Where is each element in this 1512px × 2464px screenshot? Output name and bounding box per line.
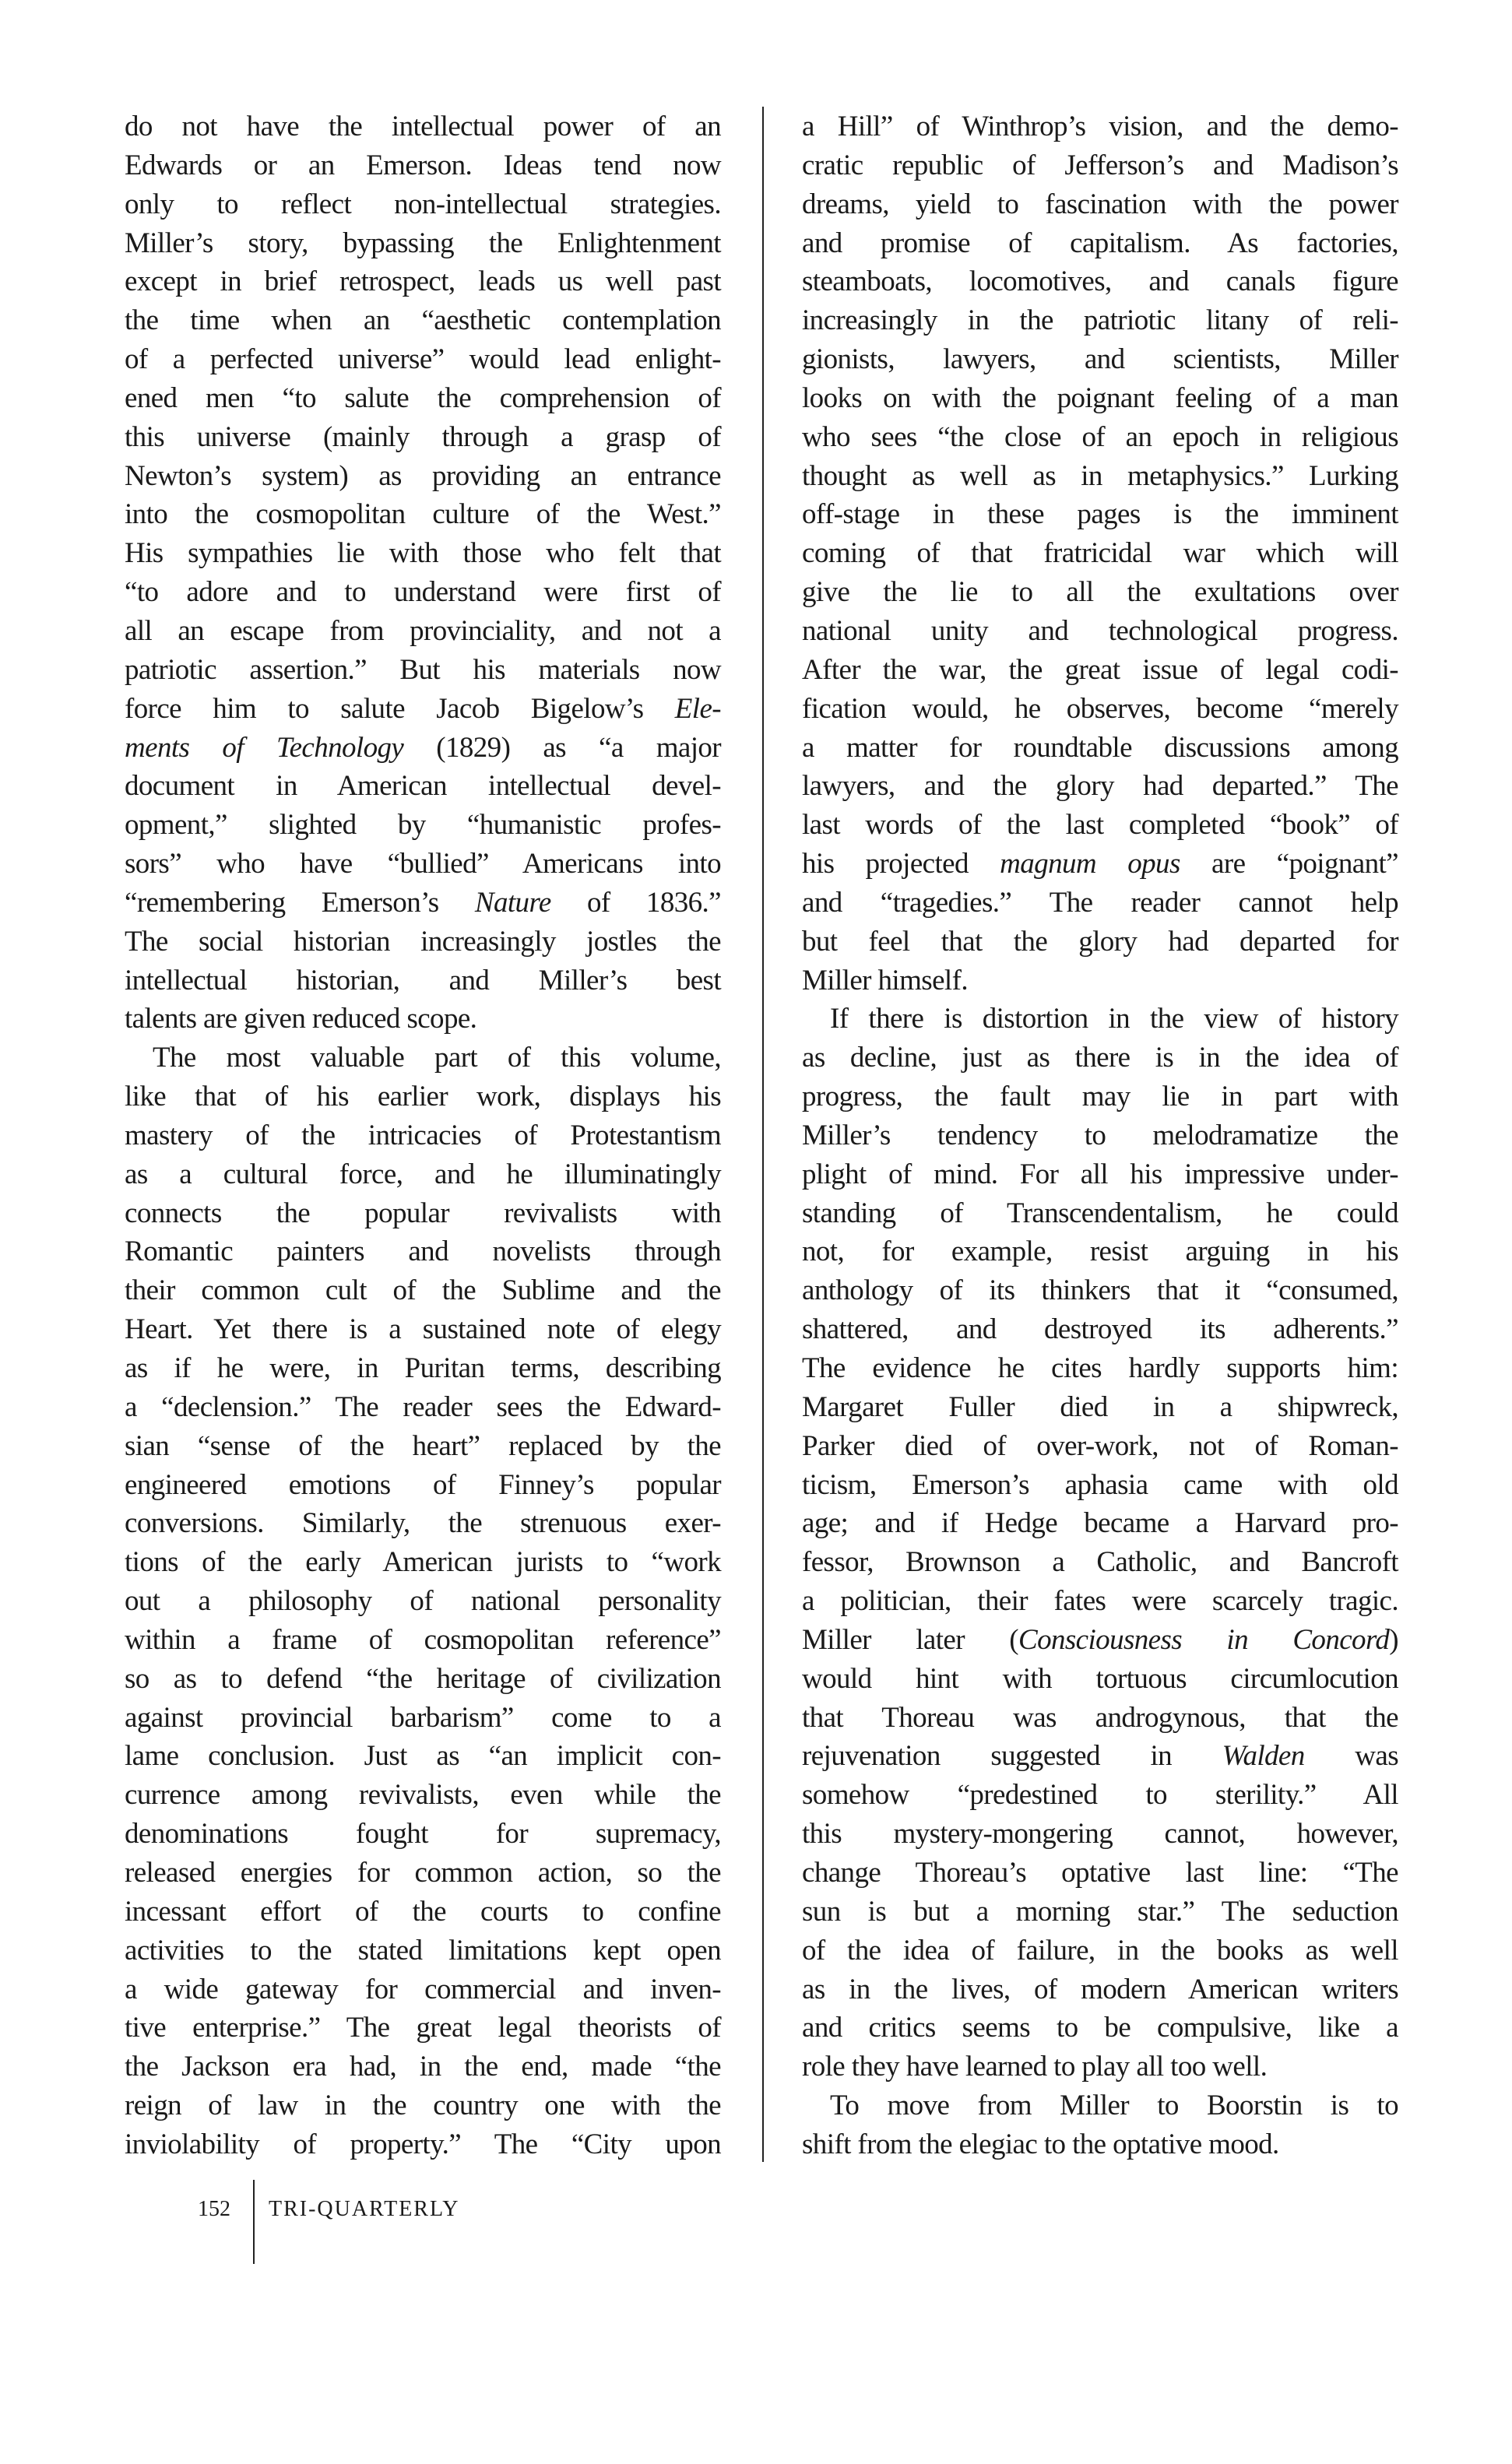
line-text: a matter for roundtable discussions among — [802, 731, 1398, 764]
line-text: a “declension.” The reader sees the Edward- — [125, 1390, 721, 1423]
text-line — [802, 262, 1398, 301]
line-text: into the cosmopolitan culture of the West.” — [125, 498, 721, 531]
text-line — [802, 418, 1398, 457]
line-text: force him to salute Jacob Bigelow’s — [125, 692, 675, 725]
text-line — [802, 1310, 1398, 1349]
line-text: was — [1304, 1740, 1398, 1773]
line-text: Miller himself. — [802, 964, 968, 996]
line-text: the Jackson era had, in the end, made “the — [125, 2051, 721, 2083]
line-text: that Thoreau was androgynous, that the — [802, 1701, 1398, 1734]
line-text: within a frame of cosmopolitan reference” — [125, 1623, 721, 1656]
footer-divider-rule — [253, 2180, 255, 2264]
line-text: this mystery-mongering cannot, however, — [802, 1818, 1398, 1851]
line-text: reign of law in the country one with the — [125, 2090, 721, 2122]
text-line — [125, 1699, 721, 1738]
line-text: shattered, and destroyed its adherents.” — [802, 1313, 1398, 1346]
line-text: fication would, he observes, become “merely — [802, 692, 1398, 725]
left-text-column — [125, 107, 721, 2164]
italic-title: Consciousness in Concord — [1018, 1623, 1390, 1656]
italic-title: Walden — [1222, 1740, 1305, 1773]
text-line — [125, 2047, 721, 2086]
text-line — [125, 262, 721, 301]
text-line — [125, 418, 721, 457]
line-text: Romantic painters and novelists through — [125, 1236, 721, 1268]
text-line — [802, 690, 1398, 729]
line-text: looks on with the poignant feeling of a man — [802, 381, 1398, 414]
line-text: denominations fought for supremacy, — [125, 1818, 721, 1851]
text-line — [802, 301, 1398, 340]
text-line — [125, 1776, 721, 1815]
line-text: opment,” slighted by “humanistic profes- — [125, 809, 721, 842]
text-line — [802, 2009, 1398, 2047]
line-text: change Thoreau’s optative last line: “The — [802, 1856, 1398, 1889]
page-footer — [0, 2180, 1512, 2265]
line-text: and “tragedies.” The reader cannot help — [802, 886, 1398, 919]
line-text: intellectual historian, and Miller’s best — [125, 964, 721, 996]
line-text: are “poignant” — [1180, 848, 1398, 881]
line-text: anthology of its thinkers that it “consumed, — [802, 1274, 1398, 1307]
line-text: document in American intellectual devel- — [125, 770, 721, 803]
line-text: currence among revivalists, even while the — [125, 1779, 721, 1812]
line-text: tive enterprise.” The great legal theorists of — [125, 2012, 721, 2044]
text-line — [802, 806, 1398, 845]
text-line — [802, 1815, 1398, 1854]
line-text: shift from the elegiac to the optative mood. — [802, 2128, 1279, 2160]
line-text: out a philosophy of national personality — [125, 1585, 721, 1618]
line-text: sian “sense of the heart” replaced by the — [125, 1429, 721, 1462]
text-line — [125, 729, 721, 768]
text-line — [125, 1931, 721, 1970]
text-line — [802, 495, 1398, 534]
text-line — [125, 495, 721, 534]
line-text: Margaret Fuller died in a shipwreck, — [802, 1390, 1398, 1423]
line-text: His sympathies lie with those who felt that — [125, 537, 721, 570]
text-line — [802, 1466, 1398, 1505]
text-line — [125, 1893, 721, 1931]
text-line — [125, 612, 721, 651]
line-text: lawyers, and the glory had departed.” The — [802, 770, 1398, 803]
text-line — [125, 1271, 721, 1310]
line-text: as in the lives, of modern American writers — [802, 1973, 1398, 2005]
text-line — [802, 2086, 1398, 2125]
line-text: like that of his earlier work, displays his — [125, 1081, 721, 1113]
line-text: but feel that the glory had departed for — [802, 925, 1398, 958]
text-line — [125, 2009, 721, 2047]
line-text: If there is distortion in the view of history — [830, 1003, 1398, 1035]
line-text: national unity and technological progress. — [802, 614, 1398, 647]
text-line — [125, 185, 721, 224]
text-line — [802, 1000, 1398, 1039]
line-text: plight of mind. For all his impressive under- — [802, 1158, 1398, 1190]
journal-title: TRI-QUARTERLY — [269, 2197, 460, 2221]
line-text: last words of the last completed “book” of — [802, 809, 1398, 842]
line-text: a wide gateway for commercial and inven- — [125, 1973, 721, 2005]
text-line — [125, 1349, 721, 1388]
line-text: gionists, lawyers, and scientists, Miller — [802, 343, 1398, 376]
line-text: cratic republic of Jefferson’s and Madison’s — [802, 149, 1398, 181]
text-line — [125, 1388, 721, 1427]
text-line — [125, 1310, 721, 1349]
line-text: The evidence he cites hardly supports him: — [802, 1352, 1398, 1384]
text-line — [802, 1737, 1398, 1776]
text-line — [125, 146, 721, 185]
line-text: progress, the fault may lie in part with — [802, 1081, 1398, 1113]
text-line — [125, 1232, 721, 1271]
text-line — [802, 729, 1398, 768]
line-text: sors” who have “bullied” Americans into — [125, 848, 721, 881]
line-text: engineered emotions of Finney’s popular — [125, 1468, 721, 1501]
line-text: dreams, yield to fascination with the power — [802, 188, 1398, 220]
line-text: give the lie to all the exultations over — [802, 576, 1398, 609]
line-text: increasingly in the patriotic litany of reli- — [802, 304, 1398, 337]
text-line — [125, 1039, 721, 1077]
line-text: of a perfected universe” would lead enlight- — [125, 343, 721, 376]
text-line — [802, 1388, 1398, 1427]
text-line — [125, 573, 721, 612]
line-text: ened men “to salute the comprehension of — [125, 381, 721, 414]
text-line — [802, 1155, 1398, 1194]
line-text: all an escape from provinciality, and not a — [125, 614, 721, 647]
text-line — [125, 1155, 721, 1194]
text-line — [125, 651, 721, 690]
text-line — [125, 2125, 721, 2164]
text-line — [802, 1427, 1398, 1466]
text-line — [802, 1543, 1398, 1582]
line-text: ) — [1389, 1623, 1398, 1656]
text-line — [125, 457, 721, 496]
line-text: a politician, their fates were scarcely tragic. — [802, 1585, 1398, 1618]
line-text: Miller later ( — [802, 1623, 1018, 1656]
text-line — [802, 767, 1398, 806]
text-line — [802, 573, 1398, 612]
line-text: activities to the stated limitations kept open — [125, 1934, 721, 1967]
line-text: sun is but a morning star.” The seduction — [802, 1895, 1398, 1928]
text-line — [125, 1660, 721, 1699]
line-text: incessant effort of the courts to confine — [125, 1895, 721, 1928]
text-line — [125, 1815, 721, 1854]
line-text: standing of Transcendentalism, he could — [802, 1197, 1398, 1229]
line-text: Miller’s tendency to melodramatize the — [802, 1119, 1398, 1151]
line-text: a Hill” of Winthrop’s vision, and the demo- — [802, 111, 1398, 142]
text-line — [802, 2047, 1398, 2086]
text-line — [802, 1660, 1398, 1699]
line-text: role they have learned to play all too well. — [802, 2051, 1268, 2083]
line-text: thought as well as in metaphysics.” Lurking — [802, 459, 1398, 492]
text-line — [802, 961, 1398, 1000]
line-text: rejuvenation suggested in — [802, 1740, 1222, 1773]
line-text: coming of that fratricidal war which will — [802, 537, 1398, 570]
text-line — [802, 224, 1398, 263]
line-text: steamboats, locomotives, and canals figure — [802, 265, 1398, 298]
line-text: talents are given reduced scope. — [125, 1003, 477, 1035]
line-text: who sees “the close of an epoch in religious — [802, 420, 1398, 453]
text-line — [802, 1232, 1398, 1271]
text-line — [802, 845, 1398, 884]
line-text: as decline, just as there is in the idea of — [802, 1042, 1398, 1074]
italic-title: Ele- — [674, 692, 721, 725]
text-line — [802, 146, 1398, 185]
line-text: somehow “predestined to sterility.” All — [802, 1779, 1398, 1812]
line-text: inviolability of property.” The “City upon — [125, 2128, 721, 2160]
text-line — [802, 1039, 1398, 1077]
text-line — [125, 1543, 721, 1582]
line-text: as a cultural force, and he illuminatingly — [125, 1158, 721, 1190]
line-text: mastery of the intricacies of Protestantism — [125, 1119, 721, 1151]
line-text: Parker died of over-work, not of Roman- — [802, 1429, 1398, 1462]
line-text: of the idea of failure, in the books as well — [802, 1934, 1398, 1967]
line-text: The most valuable part of this volume, — [153, 1042, 721, 1074]
text-line — [802, 1582, 1398, 1621]
text-line — [802, 340, 1398, 379]
text-line — [125, 884, 721, 923]
text-line — [125, 301, 721, 340]
text-line — [802, 651, 1398, 690]
text-line — [802, 1194, 1398, 1233]
text-line — [125, 961, 721, 1000]
text-line — [802, 923, 1398, 961]
italic-title: magnum opus — [1000, 848, 1180, 881]
text-line — [802, 379, 1398, 418]
line-text: do not have the intellectual power of an — [125, 111, 721, 142]
line-text: as if he were, in Puritan terms, describing — [125, 1352, 721, 1384]
text-line — [802, 185, 1398, 224]
text-line — [802, 2125, 1398, 2164]
line-text: and critics seems to be compulsive, like a — [802, 2012, 1398, 2044]
text-line — [125, 1504, 721, 1543]
text-line — [802, 107, 1398, 146]
line-text: fessor, Brownson a Catholic, and Bancroft — [802, 1546, 1398, 1579]
line-text: off-stage in these pages is the imminent — [802, 498, 1398, 531]
line-text: “to adore and to understand were first of — [125, 576, 721, 609]
text-line — [125, 534, 721, 573]
text-line — [802, 534, 1398, 573]
text-line — [125, 1116, 721, 1155]
text-line — [125, 845, 721, 884]
line-text: this universe (mainly through a grasp of — [125, 420, 721, 453]
text-line — [802, 1271, 1398, 1310]
text-line — [125, 806, 721, 845]
text-line — [125, 1737, 721, 1776]
line-text: ticism, Emerson’s aphasia came with old — [802, 1468, 1398, 1501]
text-line — [125, 1621, 721, 1660]
text-line — [125, 690, 721, 729]
text-line — [125, 1427, 721, 1466]
text-line — [125, 1077, 721, 1116]
text-line — [125, 2086, 721, 2125]
text-line — [125, 1000, 721, 1039]
line-text: age; and if Hedge became a Harvard pro- — [802, 1507, 1398, 1540]
line-text: lame conclusion. Just as “an implicit con- — [125, 1740, 721, 1773]
line-text: Heart. Yet there is a sustained note of elegy — [125, 1313, 721, 1346]
line-text: not, for example, resist arguing in his — [802, 1236, 1398, 1268]
text-line — [125, 1582, 721, 1621]
line-text: (1829) as “a major — [403, 731, 721, 764]
line-text: and promise of capitalism. As factories, — [802, 227, 1398, 259]
line-text: except in brief retrospect, leads us well past — [125, 265, 721, 298]
line-text: “remembering Emerson’s — [125, 886, 475, 919]
line-text: conversions. Similarly, the strenuous exer- — [125, 1507, 721, 1540]
text-line — [802, 1349, 1398, 1388]
text-line — [125, 1970, 721, 2009]
text-line — [802, 1699, 1398, 1738]
text-line — [125, 1854, 721, 1893]
text-line — [125, 340, 721, 379]
line-text: connects the popular revivalists with — [125, 1197, 721, 1229]
text-line — [802, 457, 1398, 496]
line-text: Newton’s system) as providing an entrance — [125, 459, 721, 492]
text-line — [802, 1970, 1398, 2009]
text-line — [125, 379, 721, 418]
line-text: would hint with tortuous circumlocution — [802, 1662, 1398, 1695]
page-number: 152 — [198, 2197, 230, 2221]
column-divider-rule — [762, 107, 764, 2162]
line-text: The social historian increasingly jostles the — [125, 925, 721, 958]
line-text: Miller’s story, bypassing the Enlightenment — [125, 227, 721, 259]
line-text: only to reflect non-intellectual strategies. — [125, 188, 721, 220]
text-line — [125, 224, 721, 263]
line-text: of 1836.” — [550, 886, 722, 919]
text-line — [802, 1854, 1398, 1893]
text-line — [802, 1893, 1398, 1931]
right-text-column — [802, 107, 1398, 2164]
text-line — [802, 1077, 1398, 1116]
italic-title: ments of Technology — [125, 731, 404, 764]
line-text: against provincial barbarism” come to a — [125, 1701, 721, 1734]
line-text: To move from Miller to Boorstin is to — [830, 2090, 1398, 2122]
text-line — [125, 767, 721, 806]
text-line — [802, 612, 1398, 651]
text-line — [125, 1194, 721, 1233]
line-text: Edwards or an Emerson. Ideas tend now — [125, 149, 721, 181]
italic-title: Nature — [474, 886, 551, 919]
text-line — [125, 1466, 721, 1505]
text-line — [802, 1931, 1398, 1970]
text-line — [125, 107, 721, 146]
text-line — [125, 923, 721, 961]
text-line — [802, 884, 1398, 923]
text-line — [802, 1504, 1398, 1543]
text-line — [802, 1621, 1398, 1660]
line-text: so as to defend “the heritage of civilization — [125, 1662, 721, 1695]
line-text: patriotic assertion.” But his materials now — [125, 653, 721, 686]
line-text: their common cult of the Sublime and the — [125, 1274, 721, 1307]
line-text: tions of the early American jurists to “work — [125, 1546, 721, 1579]
line-text: the time when an “aesthetic contemplation — [125, 304, 721, 337]
line-text: released energies for common action, so the — [125, 1856, 721, 1889]
text-line — [802, 1776, 1398, 1815]
line-text: his projected — [802, 848, 1000, 881]
text-line — [802, 1116, 1398, 1155]
line-text: After the war, the great issue of legal codi- — [802, 653, 1398, 686]
